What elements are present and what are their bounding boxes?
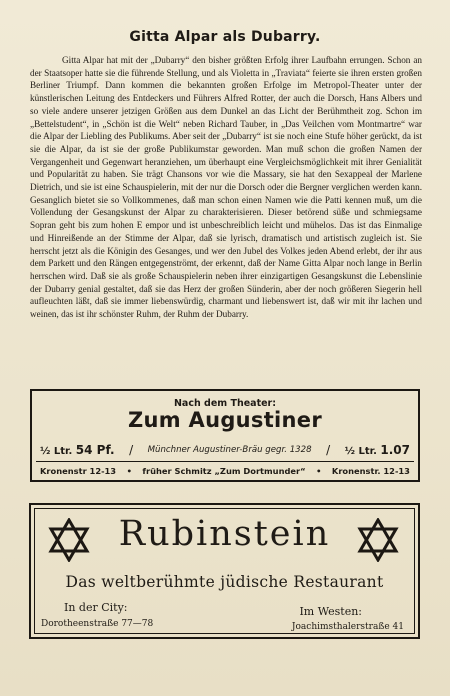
west-label: Im Westen: (299, 605, 362, 618)
west-address: Joachimsthalerstraße 41 (291, 622, 404, 632)
address-left: Kronenstr 12-13 (40, 466, 117, 476)
augustiner-name: Zum Augustiner (127, 408, 323, 432)
price-right (345, 443, 410, 457)
augustiner-advertisement (30, 389, 420, 482)
rubinstein-name: Rubinstein (118, 514, 331, 554)
augustiner-address-row (40, 464, 410, 478)
city-address: Dorotheenstraße 77—78 (41, 619, 154, 629)
article-title: Gitta Alpar als Dubarry. (129, 29, 321, 45)
rubinstein-tagline: Das weltberühmte jüdische Restaurant (65, 573, 384, 591)
price-separator-right: / (326, 443, 331, 457)
address-right: Kronenstr. 12-13 (331, 466, 410, 476)
address-former-name: früher Schmitz „Zum Dortmunder“ (142, 466, 306, 476)
augustiner-divider (36, 461, 414, 462)
price-separator-left: / (129, 443, 134, 457)
city-label: In der City: (64, 601, 128, 614)
address-dot: • (316, 466, 322, 476)
price-left-value: 54 Pf. (75, 443, 115, 457)
price-left-unit: ½ Ltr. (40, 446, 73, 457)
rubinstein-advertisement (29, 503, 420, 639)
price-right-unit: ½ Ltr. (344, 446, 377, 457)
price-left (40, 443, 115, 457)
article-body: Gitta Alpar hat mit der „Dubarry“ den bisher größten Erfolg ihrer Laufbahn errungen. Schon an der Staatsoper hatte sie die führende Stellung, und als Violetta in „Traviata“ feierte sie ihren ersten großen Berliner Triumpf. Dann kommen die bekannten großen Erfolge im Metropol-Theater unter der künstlerischen Leitung des Entdeckers und Führers Alfred Rotter, der auch die Dorsch, Hans Albers und so viele andere unserer jetzigen Größen aus dem Dunkel an das Licht der Berühmtheit zog. Schon im „Bettelstudent“, in „Schön ist die Welt“ neben Richard Tauber, in „Das Veilchen vom Montmartre“ war die Alpar der Liebling des Publikums. Aber seit der „Dubarry“ ist sie noch eine Stufe höher gerückt, da ist sie die Alpar, da ist sie der große Publikumstar geworden. Man muß schon die großen Namen der Vergangenheit und Gegenwart heranziehen, um überhaupt eine Vergleichsmöglichkeit mit ihrer Genialität und Popularität zu haben. Sie trägt Chansons vor wie die Massary, sie hat den Sexappeal der Marlene Dietrich, und sie ist eine Schauspielerin, mit der nur die Dorsch oder die Bergner verglichen werden kann. Gesanglich bietet sie so Vollkommenes, daß man schon einen Namen wie die Patti kennen muß, um die Vollendung der Gesangskunst der Alpar zu charakterisieren. Dieser betörend süße und schmiegsame Sopran geht bis zum hohen E empor und ist unbeschreiblich leicht und mühelos. Das ist das Einmalige und Hinreißende an der Stimme der Alpar, daß sie lyrisch, dramatisch und artistisch zugleich ist. Sie herrscht jetzt als die Königin des Gesanges, und wer den Jubel des Volkes jeden Abend erlebt, der ihr aus dem Parkett und den Rängen entgegenströmt, der erkennt, daß der Name Gitta Alpar noch lange in Berlin herrschen wird. Daß sie als große Schauspielerin neben ihrer einzigartigen Gesangskunst die Lebenslinie der Dubarry genial gestaltet, daß sie das Herz der großen Sünderin, aber der noch größeren Siegerin hell aufleuchten läßt, daß sie immer liebenswürdig, charmant und liebenswert ist, daß wir mit ihr lachen und weinen, das ist ihr schönster Ruhm, der Ruhm der Dubarry. (30, 55, 422, 320)
augustiner-price-row (40, 441, 410, 459)
price-right-value: 1.07 (380, 443, 410, 457)
augustiner-pre-title: Nach dem Theater: (173, 398, 277, 409)
brewery-name: Münchner Augustiner-Bräu gegr. 1328 (147, 445, 312, 455)
address-dot: • (126, 466, 132, 476)
